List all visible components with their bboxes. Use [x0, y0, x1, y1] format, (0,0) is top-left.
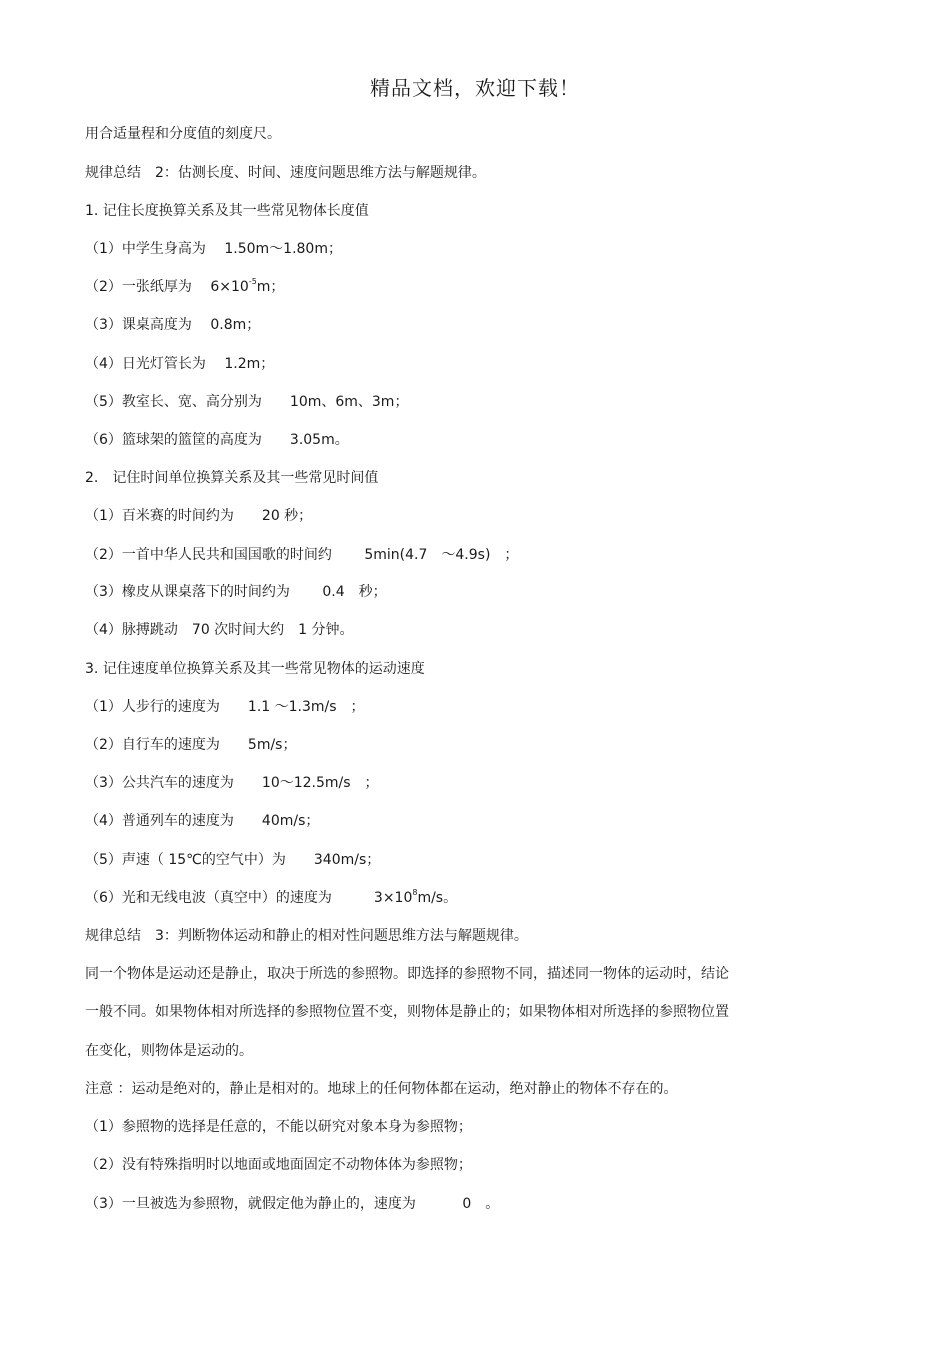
- text-line: （1）人步行的速度为 1.1 ～1.3m/s ；: [85, 699, 365, 715]
- text-line: （5）教室长、宽、高分别为 10m、6m、3m；: [85, 394, 409, 410]
- text-line: 规律总结 2：估测长度、时间、速度问题思维方法与解题规律。: [85, 165, 486, 181]
- text-line: 一般不同。如果物体相对所选择的参照物位置不变，则物体是静止的；如果物体相对所选择的参照物位置: [85, 1004, 729, 1020]
- text-line: 用合适量程和分度值的刻度尺。: [85, 126, 281, 142]
- text-line: 2. 记住时间单位换算关系及其一些常见时间值: [85, 470, 379, 486]
- text-line: （4）普通列车的速度为 40m/s；: [85, 813, 320, 829]
- text-line: 在变化，则物体是运动的。: [85, 1043, 253, 1059]
- text-line: （4）脉搏跳动 70 次时间大约 1 分钟。: [85, 622, 354, 638]
- text-line: （3）课桌高度为 0.8m；: [85, 317, 261, 333]
- text-line: （1）中学生身高为 1.50m～1.80m；: [85, 241, 342, 257]
- text-line: （2）一首中华人民共和国国歌的时间约 5min(4.7 ～4.9s) ；: [85, 547, 519, 563]
- text-line: （1）百米赛的时间约为 20 秒；: [85, 508, 313, 524]
- text-line: （3）一旦被选为参照物，就假定他为静止的，速度为 0 。: [85, 1196, 500, 1212]
- text-line: （3）橡皮从课桌落下的时间约为 0.4 秒；: [85, 584, 387, 600]
- text-line: （1）参照物的选择是任意的，不能以研究对象本身为参照物；: [85, 1119, 472, 1135]
- page-title: 精品文档，欢迎下载！: [370, 76, 580, 100]
- text-line: （2）自行车的速度为 5m/s；: [85, 737, 297, 753]
- text-line: 注意 ：运动是绝对的，静止是相对的。地球上的任何物体都在运动，绝对静止的物体不存在的。: [85, 1081, 678, 1097]
- text-line: （6）篮球架的篮筐的高度为 3.05m。: [85, 432, 349, 448]
- text-line: （5）声速（ 15℃的空气中）为 340m/s；: [85, 852, 381, 868]
- text-line: （4）日光灯管长为 1.2m；: [85, 356, 275, 372]
- text-line: 规律总结 3：判断物体运动和静止的相对性问题思维方法与解题规律。: [85, 928, 528, 944]
- text-line: 1. 记住长度换算关系及其一些常见物体长度值: [85, 203, 369, 219]
- text-line: 3. 记住速度单位换算关系及其一些常见物体的运动速度: [85, 661, 425, 677]
- text-line: （2）没有特殊指明时以地面或地面固定不动物体体为参照物；: [85, 1157, 472, 1173]
- text-line: （3）公共汽车的速度为 10～12.5m/s ；: [85, 775, 379, 791]
- text-line: （2）一张纸厚为 $6\times 10^{-5}m$；: [85, 277, 285, 295]
- text-line: （6）光和无线电波（真空中）的速度为 $3\times 10^8m/s$。: [85, 888, 458, 906]
- text-line: 同一个物体是运动还是静止，取决于所选的参照物。即选择的参照物不同，描述同一物体的运动时，结论: [85, 966, 729, 982]
